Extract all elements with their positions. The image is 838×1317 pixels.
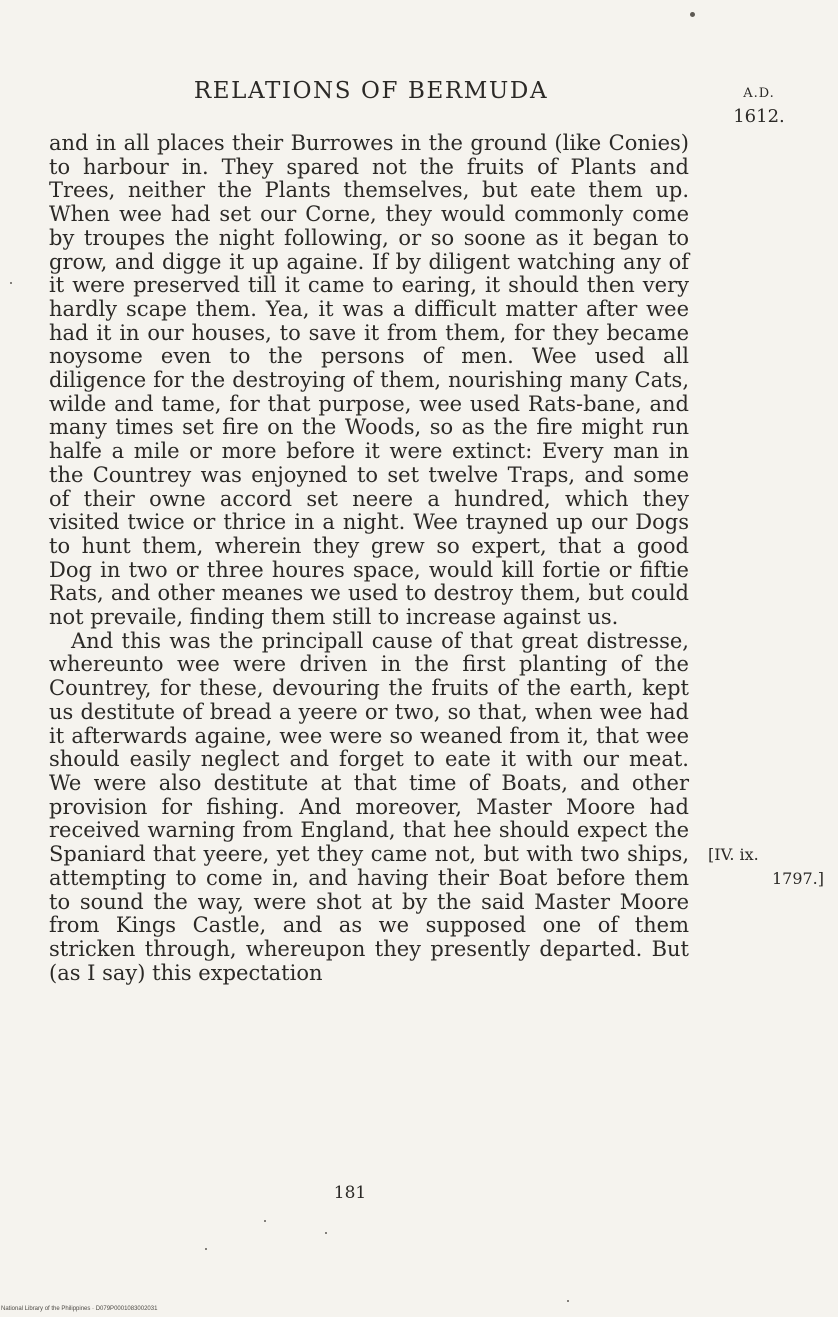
margin-reference-page: 1797.] [771, 869, 824, 888]
side-date [728, 86, 790, 127]
body-text [49, 132, 689, 985]
scan-credit: National Library of the Philippines · D079P0001083002031 [1, 1306, 158, 1312]
paragraph: And this was the principall cause of that great distresse, whereunto wee were driven in the first planting of the Countrey, for these, devouring the fruits of the earth, kept us destitute of bread a yeere or two, so that, when wee had it afterwards againe, wee were so weaned from it, that wee should easily neglect and forget to eate it with our meat. We were also destitute at that time of Boats, and other provision for fishing. And moreover, Master Moore had received warning from England, that hee should expect the Spaniard that yeere, yet they came not, but with two ships, attempting to come in, and having their Boat before them to sound the way, were shot at by the said Master Moore from Kings Castle, and as we supposed one of them stricken through, whereupon they presently departed. But (as I say) this expectation [49, 628, 689, 985]
dust-speck [325, 1232, 327, 1234]
dust-speck [567, 1300, 569, 1302]
margin-reference-volume: [IV. ix. [708, 845, 759, 864]
paragraph: and in all places their Burrowes in the ground (like Conies) to harbour in. They spared not the fruits of Plants and Trees, neither the Plants themselves, but eate them up. When wee had set our Corne, they would commonly come by troupes the night following, or so soone as it began to grow, and digge it up againe. If by diligent watching any of it were preserved till it came to earing, it should then very hardly scape them. Yea, it was a difficult matter after wee had it in our houses, to save it from them, for they became noysome even to the persons of men. Wee used all diligence for the destroying of them, nourishing many Cats, wilde and tame, for that purpose, wee used Rats-bane, and many times set fire on the Woods, so as the fire might run halfe a mile or more before it were extinct: Every man in the Countrey was enjoyned to set twelve Traps, and some of their owne accord set neere a hundred, which they visited twice or thrice in a night. Wee trayned up our Dogs to hunt them, wherein they grew so expert, that a good Dog in two or three houres space, would kill fortie or fiftie Rats, and other meanes we used to destroy them, but could not prevaile, finding them still to increase against us. [49, 131, 689, 630]
running-title: RELATIONS OF BERMUDA [193, 78, 549, 104]
year-label: 1612. [733, 106, 785, 127]
dust-speck [690, 12, 695, 17]
dust-speck [264, 1220, 266, 1222]
dust-speck [205, 1248, 207, 1250]
margin-reference [708, 843, 824, 891]
page-number: 181 [333, 1183, 367, 1203]
era-label: A.D. [743, 86, 775, 101]
dust-speck [10, 282, 12, 284]
